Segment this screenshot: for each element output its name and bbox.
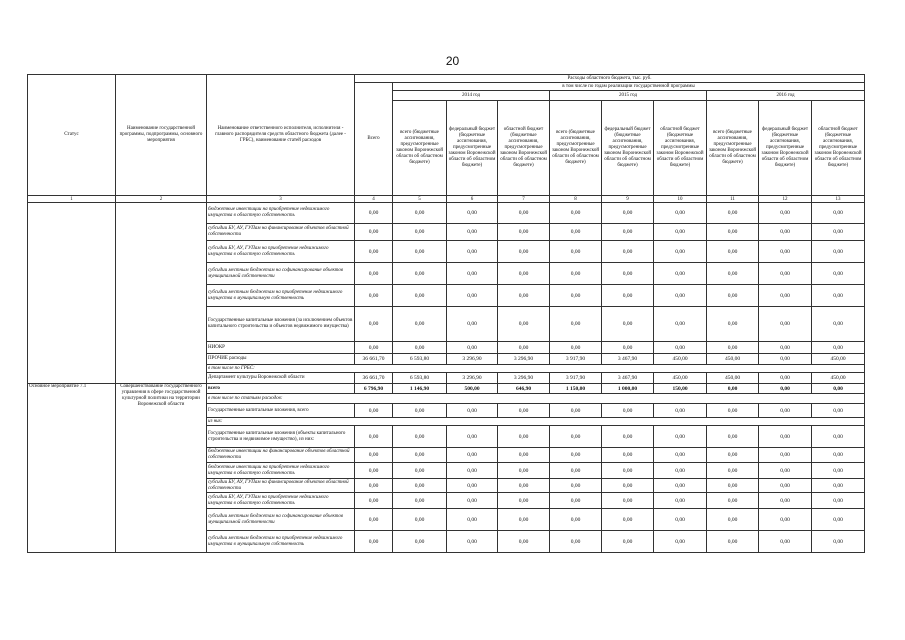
value-cell: 0,00 — [447, 448, 498, 463]
column-number: 4 — [355, 196, 393, 203]
value-cell: 0,00 — [355, 307, 393, 342]
value-cell: 450,00 — [707, 354, 759, 365]
value-cell: 450,00 — [654, 354, 707, 365]
value-cell: 0,00 — [355, 342, 393, 354]
header-src-reg: областной бюджет (бюджетные ассигнования, предусмотренные законом Воронежской области об областном бюджете) — [654, 101, 707, 196]
value-cell: 0,00 — [498, 448, 550, 463]
value-cell: 0,00 — [654, 448, 707, 463]
program-cell — [116, 203, 207, 384]
value-cell: 0,00 — [812, 509, 865, 531]
value-cell: 0,00 — [498, 285, 550, 307]
value-cell: 0,00 — [355, 463, 393, 479]
value-cell: 0,00 — [602, 463, 654, 479]
expense-name: Государственные капитальные вложения (объекты капитального строительства и недвижимое имущество), из них: — [207, 426, 355, 448]
value-cell: 0,00 — [812, 463, 865, 479]
budget-table — [27, 74, 865, 553]
expense-name: Государственные капитальные вложения, всего — [207, 404, 355, 418]
value-cell: 1 150,00 — [550, 384, 602, 394]
value-cell: 0,00 — [447, 509, 498, 531]
value-cell: 0,00 — [654, 263, 707, 285]
value-cell: 0,00 — [498, 203, 550, 224]
header-status: Статус — [28, 75, 116, 196]
value-cell: 0,00 — [812, 307, 865, 342]
value-cell: 450,00 — [812, 354, 865, 365]
value-cell: 0,00 — [550, 285, 602, 307]
expense-name: субсидии местным бюджетам на приобретение недвижимого имущества в муниципальную собственность — [207, 531, 355, 553]
column-number: 1 — [28, 196, 116, 203]
value-cell: 0,00 — [498, 493, 550, 509]
value-cell: 0,00 — [550, 463, 602, 479]
value-cell: 0,00 — [393, 493, 447, 509]
value-cell: 0,00 — [759, 384, 812, 394]
table-row — [28, 203, 865, 224]
value-cell: 0,00 — [654, 479, 707, 493]
value-cell: 0,00 — [550, 404, 602, 418]
value-cell: 36 661,70 — [355, 373, 393, 384]
value-cell: 0,00 — [550, 263, 602, 285]
value-cell: 0,00 — [393, 426, 447, 448]
value-cell: 0,00 — [393, 479, 447, 493]
value-cell: 0,00 — [602, 479, 654, 493]
value-cell: 0,00 — [707, 404, 759, 418]
value-cell: 0,00 — [447, 493, 498, 509]
value-cell: 0,00 — [707, 263, 759, 285]
value-cell: 150,00 — [654, 384, 707, 394]
value-cell: 0,00 — [355, 404, 393, 418]
column-number: 10 — [654, 196, 707, 203]
value-cell: 0,00 — [759, 342, 812, 354]
value-cell: 0,00 — [447, 531, 498, 553]
value-cell: 0,00 — [393, 463, 447, 479]
value-cell: 0,00 — [498, 479, 550, 493]
value-cell: 1 146,90 — [393, 384, 447, 394]
value-cell: 450,00 — [812, 373, 865, 384]
value-cell: 0,00 — [707, 342, 759, 354]
expense-name: Департамент культуры Воронежской области — [207, 373, 355, 384]
value-cell: 3 917,90 — [550, 354, 602, 365]
value-cell: 0,00 — [602, 448, 654, 463]
value-cell: 0,00 — [447, 203, 498, 224]
expense-name: бюджетные инвестиции на приобретение недвижимого имущества в областную собственность — [207, 203, 355, 224]
column-number: 6 — [447, 196, 498, 203]
value-cell: 0,00 — [602, 263, 654, 285]
value-cell: 0,00 — [812, 224, 865, 241]
column-number: 2 — [116, 196, 207, 203]
value-cell: 0,00 — [759, 493, 812, 509]
value-cell: 3 467,90 — [602, 373, 654, 384]
value-cell: 0,00 — [759, 203, 812, 224]
value-cell: 3 296,90 — [498, 354, 550, 365]
value-cell: 0,00 — [812, 384, 865, 394]
value-cell: 0,00 — [654, 404, 707, 418]
value-cell: 0,00 — [812, 493, 865, 509]
value-cell: 1 000,00 — [602, 384, 654, 394]
value-cell: 0,00 — [654, 509, 707, 531]
value-cell: 6 593,80 — [393, 354, 447, 365]
page-number: 20 — [445, 54, 460, 68]
header-year-2016: 2016 год — [707, 91, 865, 101]
value-cell: 0,00 — [707, 307, 759, 342]
measure-status: Основное мероприятие 7.1 — [28, 384, 116, 553]
value-cell: 0,00 — [550, 241, 602, 263]
column-number: 3 — [207, 196, 355, 203]
value-cell: 0,00 — [707, 203, 759, 224]
value-cell: 0,00 — [759, 479, 812, 493]
header-program: Наименование государственной программы, подпрограммы, основного мероприятия — [116, 75, 207, 196]
value-cell: 0,00 — [393, 448, 447, 463]
header-src-fed: федеральный бюджет (бюджетные ассигнования, предусмотренные законом Воронежской области об областном бюджете) — [759, 101, 812, 196]
value-cell: 0,00 — [707, 241, 759, 263]
column-number: 7 — [498, 196, 550, 203]
value-cell: 0,00 — [812, 241, 865, 263]
value-cell: 0,00 — [447, 479, 498, 493]
value-cell: 0,00 — [355, 479, 393, 493]
value-cell: 500,00 — [447, 384, 498, 394]
value-cell: 0,00 — [550, 509, 602, 531]
value-cell: 0,00 — [550, 426, 602, 448]
value-cell: 0,00 — [447, 263, 498, 285]
value-cell: 0,00 — [759, 509, 812, 531]
expense-name: Государственные капитальные вложения (за исключением объектов капитального строительства и объектов недвижимого имущества) — [207, 307, 355, 342]
value-cell: 0,00 — [447, 241, 498, 263]
value-cell: 0,00 — [602, 342, 654, 354]
value-cell: 450,00 — [707, 373, 759, 384]
header-by-years: в том числе по годам реализации государственной программы — [393, 83, 865, 91]
value-cell: 3 296,90 — [447, 373, 498, 384]
value-cell: 0,00 — [550, 493, 602, 509]
expense-name: субсидии БУ, АУ, ГУПам на приобретение недвижимого имущества в областную собственность — [207, 241, 355, 263]
value-cell: 0,00 — [759, 426, 812, 448]
expense-name: в том числе по статьям расходов: — [207, 394, 865, 404]
value-cell: 0,00 — [759, 285, 812, 307]
column-number: 12 — [759, 196, 812, 203]
value-cell: 0,00 — [393, 307, 447, 342]
value-cell: 0,00 — [393, 404, 447, 418]
expense-name: субсидии местным бюджетам на софинансирование объектов муниципальной собственности — [207, 509, 355, 531]
value-cell: 0,00 — [812, 531, 865, 553]
header-src-fed: федеральный бюджет (бюджетные ассигнования, предусмотренные законом Воронежской области об областном бюджете) — [447, 101, 498, 196]
value-cell: 0,00 — [654, 203, 707, 224]
value-cell: 0,00 — [447, 224, 498, 241]
measure-name: Совершенствование государственного управления в сфере государственной культурной политики на территории Воронежской области — [116, 384, 207, 553]
value-cell: 0,00 — [654, 426, 707, 448]
value-cell: 450,00 — [654, 373, 707, 384]
expense-name: ПРОЧИЕ расходы — [207, 354, 355, 365]
expense-name: субсидии БУ, АУ, ГУПам на приобретение недвижимого имущества в областную собственность — [207, 493, 355, 509]
expense-name: всего — [207, 384, 355, 394]
header-year-2014: 2014 год — [393, 91, 550, 101]
header-executor: Наименование ответственного исполнителя, исполнителя - главного распорядителя средств областного бюджета (далее - ГРБС), наименование статей расходов — [207, 75, 355, 196]
column-number: 11 — [707, 196, 759, 203]
value-cell: 0,00 — [498, 342, 550, 354]
value-cell: 0,00 — [498, 426, 550, 448]
value-cell: 0,00 — [707, 448, 759, 463]
expense-name: субсидии местным бюджетам на софинансирование объектов муниципальной собственности — [207, 263, 355, 285]
value-cell: 0,00 — [602, 307, 654, 342]
value-cell: 0,00 — [759, 448, 812, 463]
value-cell: 0,00 — [355, 263, 393, 285]
value-cell: 0,00 — [393, 531, 447, 553]
value-cell: 0,00 — [654, 241, 707, 263]
value-cell: 6 796,90 — [355, 384, 393, 394]
value-cell: 3 296,90 — [498, 373, 550, 384]
value-cell: 0,00 — [393, 241, 447, 263]
column-number: 9 — [602, 196, 654, 203]
value-cell: 0,00 — [393, 342, 447, 354]
value-cell: 0,00 — [759, 241, 812, 263]
value-cell: 0,00 — [707, 531, 759, 553]
value-cell: 0,00 — [498, 531, 550, 553]
value-cell: 0,00 — [759, 307, 812, 342]
value-cell: 0,00 — [707, 493, 759, 509]
value-cell: 0,00 — [602, 509, 654, 531]
value-cell: 0,00 — [498, 404, 550, 418]
value-cell: 0,00 — [812, 342, 865, 354]
expense-name: бюджетные инвестиции на приобретение недвижимого имущества в областную собственность — [207, 463, 355, 479]
value-cell: 0,00 — [654, 285, 707, 307]
value-cell: 0,00 — [759, 373, 812, 384]
value-cell: 0,00 — [355, 224, 393, 241]
value-cell: 0,00 — [550, 224, 602, 241]
value-cell: 0,00 — [550, 531, 602, 553]
value-cell: 0,00 — [447, 307, 498, 342]
value-cell: 0,00 — [759, 224, 812, 241]
value-cell: 0,00 — [447, 463, 498, 479]
value-cell: 0,00 — [602, 224, 654, 241]
header-src-reg: областной бюджет (бюджетные ассигнования, предусмотренные законом Воронежской области об областном бюджете) — [498, 101, 550, 196]
value-cell: 0,00 — [498, 224, 550, 241]
value-cell: 0,00 — [812, 479, 865, 493]
header-src-all: всего (бюджетные ассигнования, предусмотренные законом Воронежской области об областном бюджете) — [707, 101, 759, 196]
value-cell: 0,00 — [812, 404, 865, 418]
value-cell: 0,00 — [498, 307, 550, 342]
value-cell: 3 296,90 — [447, 354, 498, 365]
value-cell: 0,00 — [654, 463, 707, 479]
value-cell: 0,00 — [550, 479, 602, 493]
status-cell — [28, 203, 116, 384]
value-cell: 0,00 — [654, 307, 707, 342]
value-cell: 0,00 — [355, 203, 393, 224]
expense-name: НИОКР — [207, 342, 355, 354]
expense-name: субсидии БУ, АУ, ГУПам на финансирование объектов областной собственности — [207, 224, 355, 241]
value-cell: 0,00 — [355, 241, 393, 263]
value-cell: 0,00 — [654, 342, 707, 354]
value-cell: 0,00 — [707, 384, 759, 394]
value-cell: 0,00 — [355, 531, 393, 553]
value-cell: 0,00 — [602, 531, 654, 553]
value-cell: 0,00 — [498, 263, 550, 285]
value-cell: 0,00 — [393, 263, 447, 285]
value-cell: 646,90 — [498, 384, 550, 394]
value-cell: 0,00 — [393, 509, 447, 531]
value-cell: 0,00 — [707, 509, 759, 531]
value-cell: 0,00 — [707, 479, 759, 493]
value-cell: 0,00 — [550, 342, 602, 354]
table-row — [28, 384, 865, 394]
value-cell: 0,00 — [654, 224, 707, 241]
value-cell: 0,00 — [355, 426, 393, 448]
column-number: 5 — [393, 196, 447, 203]
value-cell: 0,00 — [550, 448, 602, 463]
value-cell: 0,00 — [759, 263, 812, 285]
expense-name: бюджетные инвестиции на финансирование объектов областной собственности — [207, 448, 355, 463]
value-cell: 0,00 — [550, 203, 602, 224]
expense-name: субсидии местным бюджетам на приобретение недвижимого имущества в муниципальную собственность — [207, 285, 355, 307]
value-cell: 0,00 — [393, 203, 447, 224]
value-cell: 0,00 — [447, 426, 498, 448]
value-cell: 0,00 — [759, 531, 812, 553]
expense-name: субсидии БУ, АУ, ГУПам на финансирование объектов областной собственности — [207, 479, 355, 493]
value-cell: 6 593,80 — [393, 373, 447, 384]
value-cell: 3 917,90 — [550, 373, 602, 384]
value-cell: 0,00 — [707, 463, 759, 479]
value-cell: 0,00 — [355, 509, 393, 531]
value-cell: 0,00 — [602, 404, 654, 418]
value-cell: 0,00 — [447, 285, 498, 307]
value-cell: 0,00 — [602, 203, 654, 224]
value-cell: 36 661,70 — [355, 354, 393, 365]
value-cell: 0,00 — [447, 342, 498, 354]
value-cell: 0,00 — [654, 493, 707, 509]
value-cell: 0,00 — [355, 448, 393, 463]
value-cell: 0,00 — [393, 285, 447, 307]
value-cell: 0,00 — [602, 426, 654, 448]
header-budget: Расходы областного бюджета, тыс. руб. — [355, 75, 865, 83]
expense-name: из них: — [207, 418, 865, 426]
header-src-fed: федеральный бюджет (бюджетные ассигнования, предусмотренные законом Воронежской области об областном бюджете) — [602, 101, 654, 196]
expense-name: в том числе по ГРБС: — [207, 365, 865, 373]
value-cell: 0,00 — [602, 493, 654, 509]
value-cell: 0,00 — [812, 426, 865, 448]
value-cell: 0,00 — [355, 285, 393, 307]
value-cell: 0,00 — [498, 509, 550, 531]
header-total: Всего — [355, 83, 393, 196]
header-src-all: всего (бюджетные ассигнования, предусмотренные законом Воронежской области об областном бюджете) — [393, 101, 447, 196]
column-number: 13 — [812, 196, 865, 203]
value-cell: 0,00 — [550, 307, 602, 342]
value-cell: 0,00 — [812, 285, 865, 307]
header-src-reg: областной бюджет (бюджетные ассигнования, предусмотренные законом Воронежской области об областном бюджете) — [812, 101, 865, 196]
value-cell: 0,00 — [759, 404, 812, 418]
header-src-all: всего (бюджетные ассигнования, предусмотренные законом Воронежской области об областном бюджете) — [550, 101, 602, 196]
value-cell: 0,00 — [707, 426, 759, 448]
value-cell: 0,00 — [602, 285, 654, 307]
value-cell: 0,00 — [498, 463, 550, 479]
value-cell: 0,00 — [602, 241, 654, 263]
value-cell: 0,00 — [812, 448, 865, 463]
header-year-2015: 2015 год — [550, 91, 707, 101]
value-cell: 0,00 — [759, 463, 812, 479]
value-cell: 0,00 — [393, 224, 447, 241]
column-number: 8 — [550, 196, 602, 203]
value-cell: 0,00 — [707, 224, 759, 241]
value-cell: 0,00 — [654, 531, 707, 553]
value-cell: 0,00 — [759, 354, 812, 365]
value-cell: 0,00 — [447, 404, 498, 418]
value-cell: 3 467,90 — [602, 354, 654, 365]
value-cell: 0,00 — [812, 203, 865, 224]
value-cell: 0,00 — [355, 493, 393, 509]
value-cell: 0,00 — [812, 263, 865, 285]
value-cell: 0,00 — [498, 241, 550, 263]
value-cell: 0,00 — [707, 285, 759, 307]
